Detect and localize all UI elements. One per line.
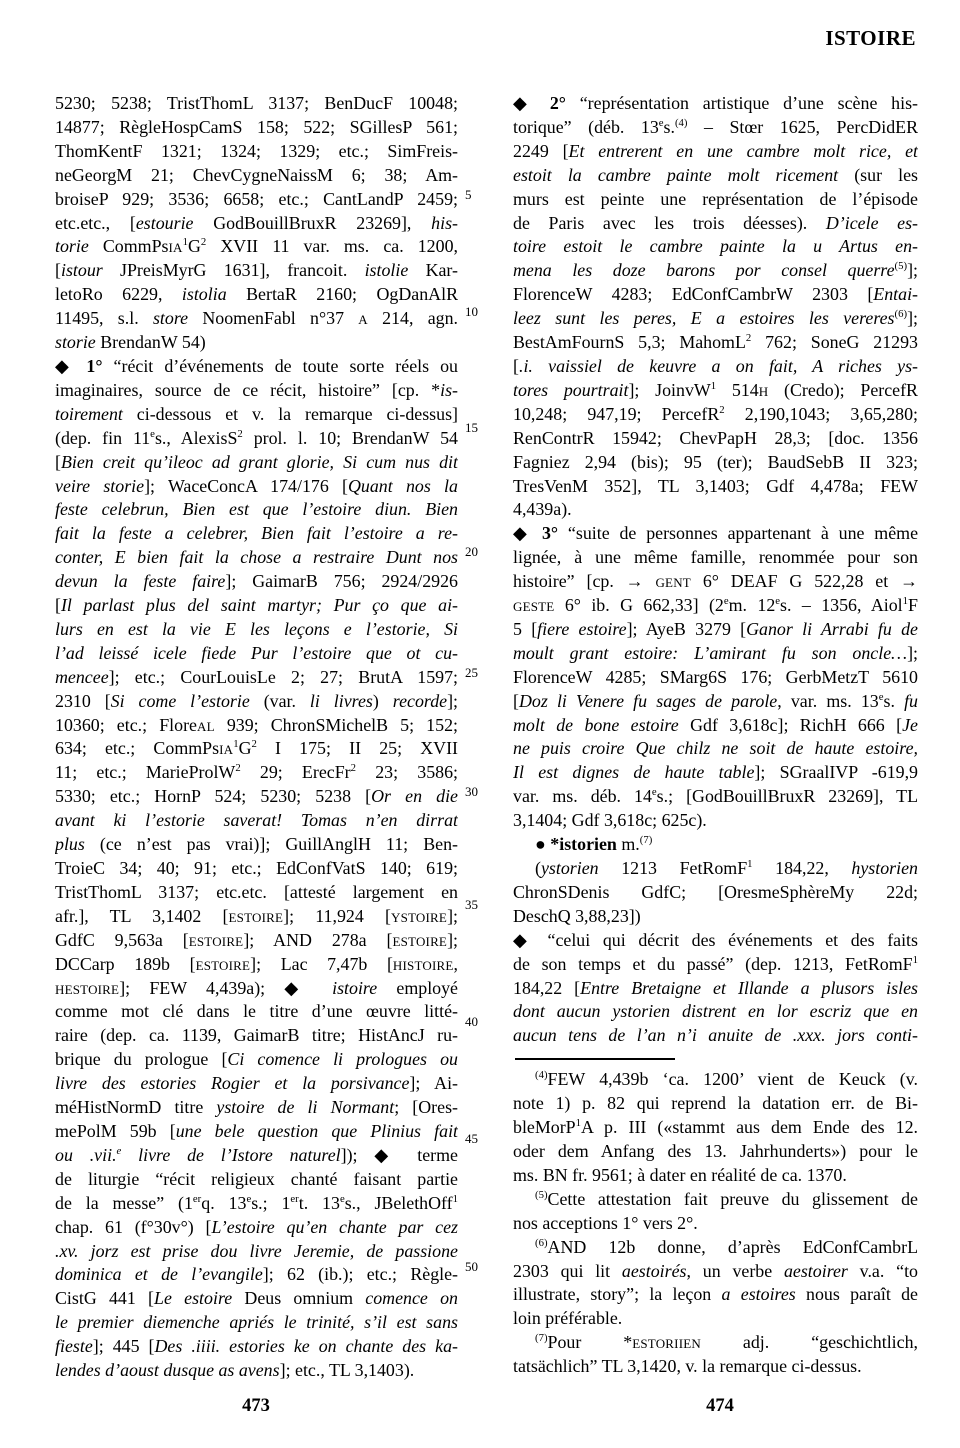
text-line: 634; etc.; $CommPsia^1G^2$ I 175; II 25; XVII <box>55 738 458 759</box>
text-line: 14877; RègleHospCamS 158; 522; SGillesP 561; <box>55 116 458 137</box>
text-line: 11; etc.; MarieProlW$^2$ 29; ErecFr$^2$ 23; 3586; <box>55 762 458 783</box>
text-line: livre des estories Rogier et la porsivance]; Ai- <box>55 1073 458 1094</box>
text-line: RenContrR 15942; ChevPapH 28,3; [doc. 1356 <box>513 427 918 448</box>
text-line: 5 [fiere estoire]; AyeB 3279 [Ganor li Arrabi fu de <box>513 618 918 639</box>
text-line: 2303 qui lit aestoirés, un verbe aestoirer v.a. “to <box>513 1260 918 1281</box>
text-line: imaginaires, source de ce récit, histoire” [cp. *is- <box>55 379 458 400</box>
text-line: dont aucun ystorien distrent en lor escriz que en <box>513 1001 918 1022</box>
text-line: ● *istorien m.$^{(7)}$ <box>535 834 653 855</box>
text-line: 10,248; 947,19; PercefR$^2$ 2,190,1043; 3,65,280; <box>513 403 918 424</box>
text-line: de son temps et du passé” (dep. 1213, FetRomF$^1$ <box>513 953 918 974</box>
text-line: mePolM 59b [une bele question que Plinius fait <box>55 1120 458 1141</box>
text-line: mencee]; etc.; CourLouisLe 2; 27; BrutA 1597; <box>55 666 458 687</box>
text-line: 2249 [Et entrerent en une cambre molt rice, et <box>513 140 918 161</box>
text-line: GdfC 9,563a [estoire]; AND 278a [estoire]; <box>55 929 458 950</box>
text-line: [.i. vaissiel de keuvre a on fait, A riches ys- <box>513 355 918 376</box>
text-line: illustrate, story”; la leçon a estoires nous paraît de <box>513 1284 918 1305</box>
running-head: ISTOIRE <box>825 26 916 50</box>
text-line: conter, E bien fait la chose a restraire Dunt nos <box>55 547 458 568</box>
text-line: feste celebrun, Bien est que l’estoire diun. Bien <box>55 499 458 520</box>
text-line: torique” (déb. 13es.$^{(4)}$ – Stœr 1625, PercDidER <box>513 116 918 137</box>
footnote-separator <box>515 1058 675 1060</box>
text-line: $^{(5)}$Cette attestation fait preuve du glissement de <box>535 1188 918 1209</box>
text-line: 2310 [Si come l’estorie (var. li livres) recorde]; <box>55 690 458 711</box>
text-line: lurs en est la vie E les leçons e l’estorie, Si <box>55 618 458 639</box>
text-line: moult grant estoire: L’amirant fu son oncle…]; <box>513 642 918 663</box>
text-line: 4,439a). <box>513 499 572 520</box>
text-line: lendes d’aoust dusque as avens]; etc., TL 3,1403). <box>55 1360 415 1381</box>
text-line: devun la feste faire]; GaimarB 756; 2924/2926 <box>55 571 458 592</box>
page-number-right: 474 <box>706 1396 734 1416</box>
text-line: etc.etc., [estourie GodBouillBruxR 23269], his- <box>55 212 458 233</box>
text-line: chap. 61 (f°30v°) [L’estoire qu’en chante par cez <box>55 1216 458 1237</box>
text-line: note 1) p. 82 qui reprend la datation err. de Bi- <box>513 1093 918 1114</box>
text-line: estoit la cambre painte molt ricement (sur les <box>513 164 918 185</box>
text-line: comme mot clé dans le titre d’une œuvre litté- <box>55 1001 458 1022</box>
text-line: ou .vii.$^e$ livre de l’Istore naturel]); ◆ terme <box>55 1144 458 1165</box>
text-line: 184,22 [Entre Bretaigne et Illande a plusors isles <box>513 977 918 998</box>
text-line: toirement ci-dessous et v. la remarque ci-dessus] <box>55 403 458 424</box>
text-line: ◆ 2° “représentation artistique d’une scène his- <box>513 93 918 113</box>
text-line: CistG 441 [Le estoire Deus omnium comence on <box>55 1288 458 1309</box>
page-number-left: 473 <box>242 1396 270 1416</box>
text-line: le premier diemenche apriés le trinité, s’il est sans <box>55 1312 458 1333</box>
text-line: ms. BN fr. 9561; à dater en réalité de ca. 1370. <box>513 1164 847 1185</box>
text-line: DeschQ 3,88,23]) <box>513 905 641 926</box>
line-number: 20 <box>465 544 478 559</box>
line-number: 45 <box>465 1131 478 1146</box>
text-line: [istour JPreisMyrG 1631], francoit. istolie Kar- <box>55 260 458 281</box>
text-line: Il est dignes de haute table]; SGraalIVP -619,9 <box>513 762 918 783</box>
text-line: BestAmFournS 5,3; MahomL$^2$ 762; SoneG 21293 <box>513 332 918 353</box>
line-number: 10 <box>465 304 478 319</box>
text-line: TristThomL 3137; etc.etc. [attesté largement en <box>55 881 458 902</box>
text-line: méHistNormD titre ystoire de li Normant; [Ores- <box>55 1097 458 1118</box>
text-line: 3,1404; Gdf 3,618c; 625c). <box>513 810 707 831</box>
text-line: (ystorien 1213 FetRomF$^1$ 184,22, hystorien <box>535 858 918 878</box>
text-line: $^{(6)}$AND 12b donne, d’après EdConfCambrL <box>535 1236 918 1257</box>
text-line: $^{(7)}$Pour *estoriien adj. “geschichtlich, <box>535 1332 918 1353</box>
text-line: DCCarp 189b [estoire]; Lac 7,47b [histoire, <box>55 953 458 974</box>
text-line: 11495, s.l. store NoomenFabl n°37 a 214, agn. <box>55 308 458 329</box>
line-number: 40 <box>465 1014 478 1029</box>
text-line: 5230; 5238; TristThomL 3137; BenDucF 10048; <box>55 93 458 113</box>
text-line: $^{(4)}$FEW 4,439b ‘ca. 1200’ vient de Keuck (v. <box>535 1069 918 1090</box>
text-line: bleMorP$^1$A p. III («stammt aus dem Ende des 12. <box>513 1117 918 1138</box>
line-number: 35 <box>465 897 478 912</box>
text-line: TroieC 34; 40; 91; etc.; EdConfVatS 140; 619; <box>55 858 458 878</box>
line-number: 5 <box>465 187 472 202</box>
text-line: var. ms. déb. 14es.; [GodBouillBruxR 23269], TL <box>513 786 918 807</box>
text-line: storie BrendanW 54) <box>55 332 206 353</box>
left-column <box>55 92 458 1383</box>
text-line: 10360; etc.; Floreal 939; ChronSMichelB 5; 152; <box>55 714 458 735</box>
text-line: letoRo 6229, istolia BertaR 2160; OgDanAlR <box>55 284 458 305</box>
text-line: neGeorgM 21; ChevCygneNaissM 6; 38; Am- <box>55 164 458 185</box>
text-line: 5330; etc.; HornP 524; 5230; 5238 [Or en die <box>55 786 458 807</box>
text-line: [Bien creit qu’ileoc ad grant glorie, Si cum nus dit <box>55 451 458 472</box>
text-line: aucun tens de l’an n’i anuite de .xxx. jors conti- <box>513 1025 918 1046</box>
text-line: avant ki l’estorie saverat! Tomas n’en dirrat <box>55 810 458 831</box>
text-line: fait la feste a celebrer, Bien fait l’estoire a re- <box>55 523 458 544</box>
text-line: .xv. jorz est prise dou livre Jeremie, de passione <box>55 1240 458 1261</box>
text-line: fieste]; 445 [Des .iiii. estories ke on chante des ka- <box>55 1336 458 1357</box>
text-line: raire (dep. ca. 1139, GaimarB titre; HistAncJ ru- <box>55 1025 458 1046</box>
text-line: ◆ 1° “récit d’événements de toute sorte réels ou <box>55 355 458 376</box>
text-line: FlorenceW 4285; SMarg6S 176; GerbMetzT 5610 <box>513 666 918 687</box>
text-line: nos acceptions 1° vers 2°. <box>513 1212 698 1233</box>
text-line: geste 6° ib. G 662,33] (2em. 12es. – 1356, Aiol$^1$F <box>513 595 918 616</box>
text-line: tores pourtrait]; JoinvW$^1$ 514h (Credo); PercefR <box>513 379 918 400</box>
text-line: loin préférable. <box>513 1308 623 1329</box>
line-number: 25 <box>465 665 478 680</box>
line-number: 30 <box>465 784 478 799</box>
text-line: de liturgie “récit religieux chanté faisant partie <box>55 1168 458 1189</box>
text-line: toire estoit le cambre painte la u Artus en- <box>513 236 918 257</box>
text-line: plus (ce n’est pas vrai)]; GuillAnglH 11; Ben- <box>55 834 458 855</box>
line-number: 50 <box>465 1259 478 1274</box>
text-line: Fagniez 2,94 (bis); 95 (ter); BaudSebB II 323; <box>513 451 918 472</box>
text-line: histoire” [cp. → gent 6° DEAF G 522,28 et → <box>513 571 918 592</box>
text-line: TresVenM 352], TL 3,1403; Gdf 4,478a; FEW <box>513 475 918 496</box>
text-line: dominica et de l’evangile]; 62 (ib.); etc.; Règle- <box>55 1264 458 1285</box>
text-line: leez sunt les peres, E a estoires les vereres$^{(6)}$]; <box>513 308 918 329</box>
text-line: veire storie]; WaceConcA 174/176 [Quant nos la <box>55 475 458 496</box>
text-line: mena les doze barons por consel querre$^{(5)}$]; <box>513 260 918 281</box>
text-line: torie $CommPsia^1G^2$ XVII 11 var. ms. ca. 1200, <box>55 236 458 257</box>
text-line: ThomKentF 1321; 1324; 1329; etc.; SimFreis- <box>55 140 458 161</box>
text-line: ◆ “celui qui décrit des événements et des faits <box>513 929 918 950</box>
text-line: hestoire]; FEW 4,439a); ◆ istoire employé <box>55 977 458 998</box>
footnotes <box>513 1068 918 1379</box>
text-line: afr.], TL 3,1402 [estoire]; 11,924 [ystoire]; <box>55 905 458 926</box>
line-number: 15 <box>465 420 478 435</box>
text-line: oder dem Anfang des 13. Jahrhunderts») pour le <box>513 1140 918 1161</box>
text-line: tatsächlich” TL 3,1420, v. la remarque ci-dessus. <box>513 1356 862 1377</box>
text-line: murs est peinte une représentation de l’épisode <box>513 188 918 209</box>
text-line: (dep. fin 11es., AlexisS$^2$ prol. l. 10; BrendanW 54 <box>55 427 458 448</box>
text-line: l’ad leissé icele fiede Pur l’estoire que ot cu- <box>55 642 458 663</box>
text-line: ◆ 3° “suite de personnes appartenant à une même <box>513 523 918 544</box>
text-line: de Paris avec les trois déesses). D’icele es- <box>513 212 918 233</box>
text-line: FlorenceW 4283; EdConfCambrW 2303 [Entai- <box>513 284 918 305</box>
text-line: ChronSDenis GdfC; [OresmeSphèreMy 22d; <box>513 881 918 902</box>
text-line: de la messe” (1erq. 13es.; 1ert. 13es., JBelethOff$^1$ <box>55 1192 458 1213</box>
text-line: lignée, à une même famille, renommée pour son <box>513 547 918 568</box>
text-line: brique du prologue [Ci comence li prologues ou <box>55 1049 458 1070</box>
right-column <box>513 92 918 1379</box>
text-line: ne puis croire Que chilz ne soit de haute estoire, <box>513 738 918 759</box>
right-column-main <box>513 92 918 1048</box>
text-line: [Doz li Venere fu sages de parole, var. ms. 13es. fu <box>513 690 918 711</box>
text-line: molt de bone estoire Gdf 3,618c]; RichH 666 [Je <box>513 714 918 735</box>
text-line: [Il parlast plus del saint martyr; Pur ço que ai- <box>55 595 458 616</box>
text-line: broiseP 929; 3536; 6658; etc.; CantLandP 2459; <box>55 188 458 209</box>
